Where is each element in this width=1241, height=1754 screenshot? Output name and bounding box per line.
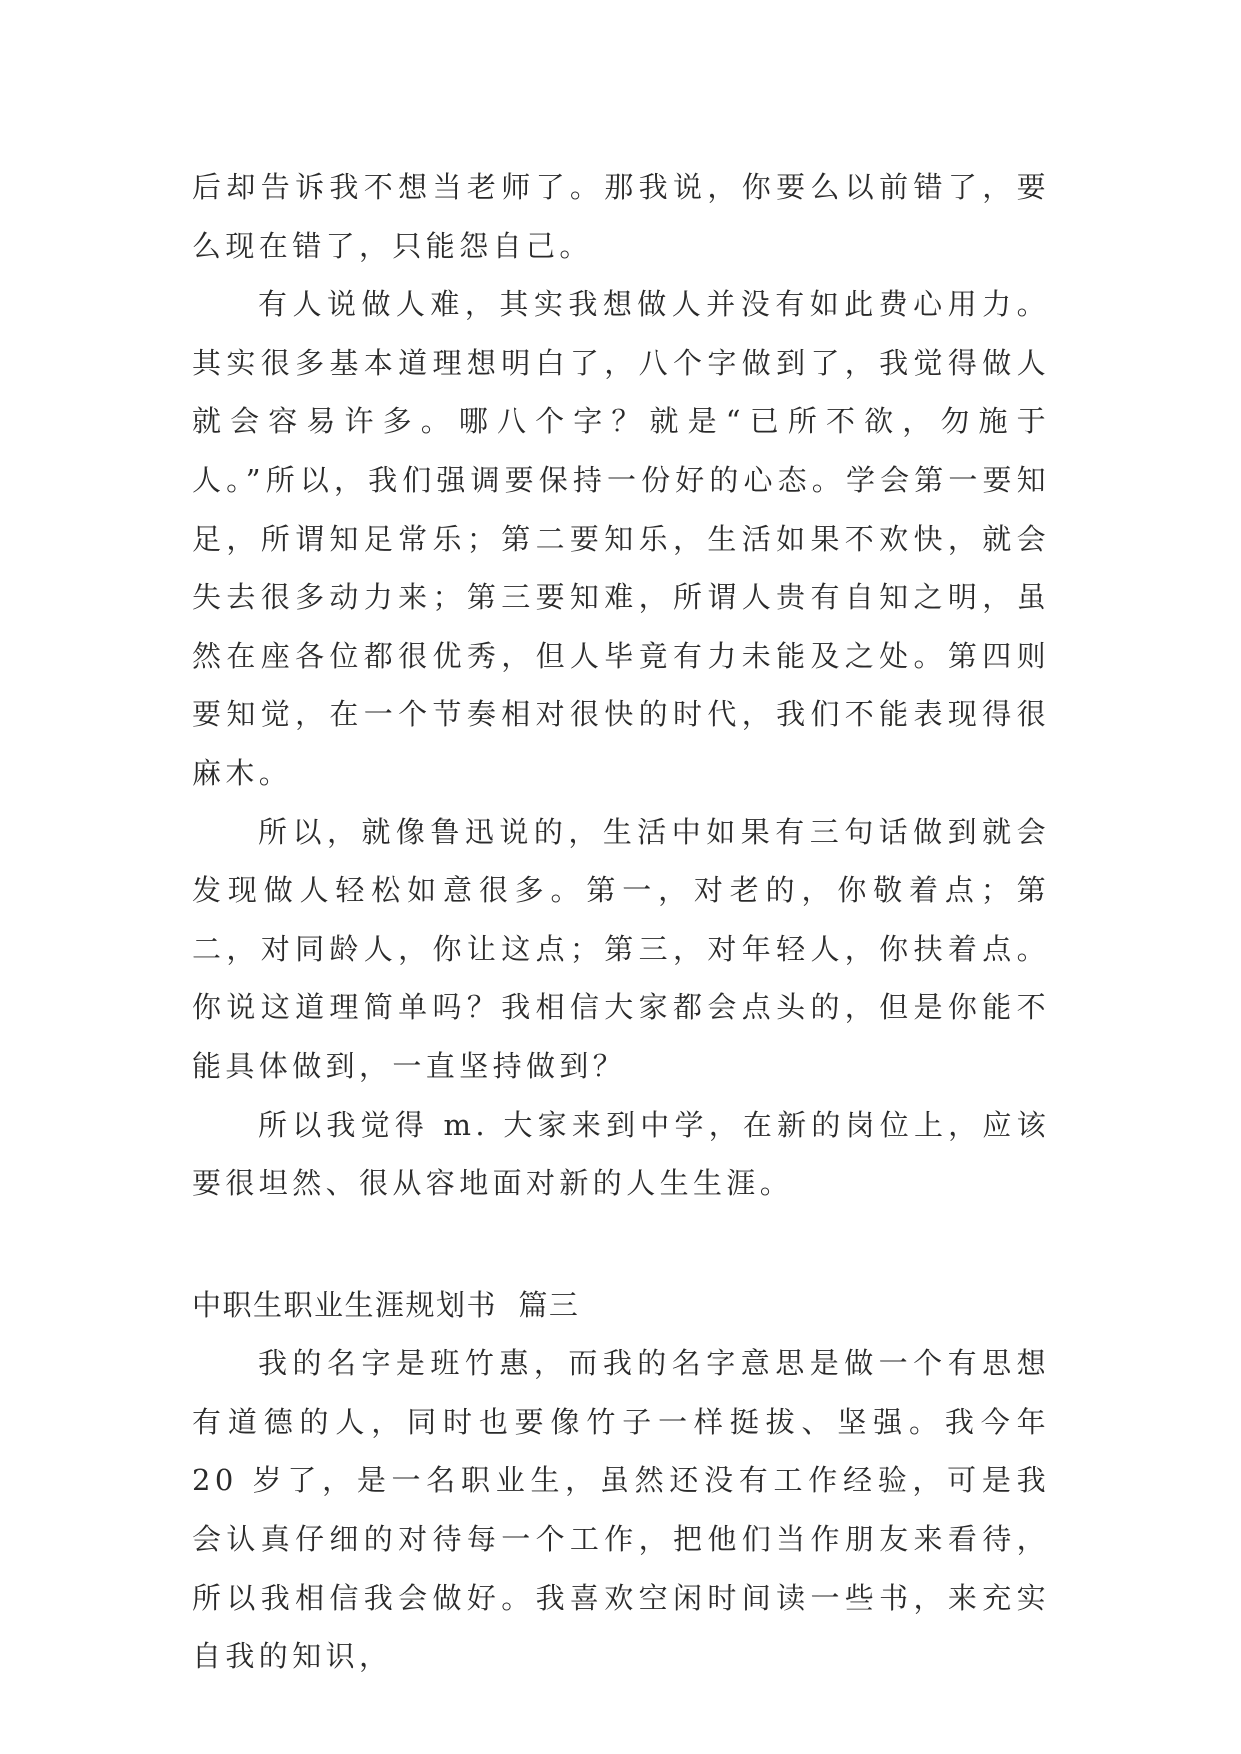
section-spacer <box>192 1213 1050 1276</box>
paragraph-2: 有人说做人难，其实我想做人并没有如此费心用力。其实很多基本道理想明白了，八个字做到了，我觉得做人就会容易许多。哪八个字？就是“已所不欲，勿施于人。”所以，我们强调要保持一份好的心态。学会第一要知足，所谓知足常乐；第二要知乐，生活如果不欢快，就会失去很多动力来；第三要知难，所谓人贵有自知之明，虽然在座各位都很优秀，但人毕竟有力未能及之处。第四则要知觉，在一个节奏相对很快的时代，我们不能表现得很麻木。 <box>192 287 1050 790</box>
paragraph-4: 所以我觉得 m. 大家来到中学，在新的岗位上，应该要很坦然、很从容地面对新的人生生涯。 <box>192 1107 1050 1201</box>
document-page <box>192 158 1064 1686</box>
paragraph-1: 后却告诉我不想当老师了。那我说，你要么以前错了，要么现在错了，只能怨自己。 <box>192 170 1050 263</box>
paragraph-3: 所以，就像鲁迅说的，生活中如果有三句话做到就会发现做人轻松如意很多。第一，对老的，你敬着点；第二，对同龄人，你让这点；第三，对年轻人，你扶着点。你说这道理简单吗？我相信大家都会点头的，但是你能不能具体做到，一直坚持做到？ <box>192 814 1050 1083</box>
section-title: 中职生职业生涯规划书 篇三 <box>192 1287 580 1322</box>
paragraph-5: 我的名字是班竹惠，而我的名字意思是做一个有思想有道德的人，同时也要像竹子一样挺拔、坚强。我今年 20 岁了，是一名职业生，虽然还没有工作经验，可是我会认真仔细的对待每一个工作，把他们当作朋友来看待，所以我相信我会做好。我喜欢空闲时间读一些书，来充实自我的知识， <box>192 1346 1064 1674</box>
